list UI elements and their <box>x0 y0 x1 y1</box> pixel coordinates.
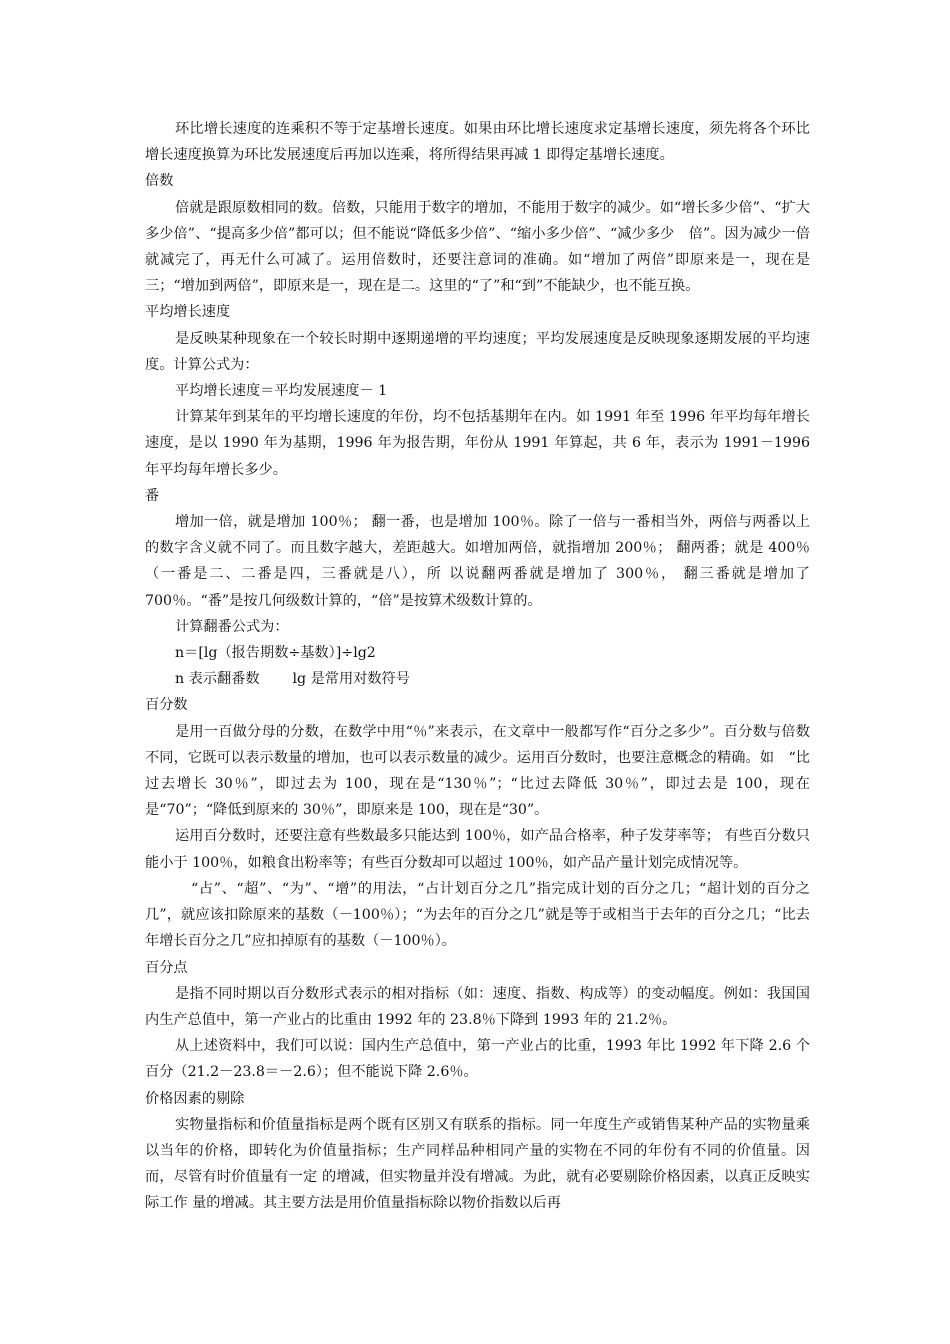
paragraph-percentage-point: 是指不同时期以百分数形式表示的相对指标（如：速度、指数、构成等）的变动幅度。例如：我国国内生产总值中，第一产业占的比重由 1992 年的 23.8％下降到 1993 年的 21.2％。 <box>145 985 810 1028</box>
paragraph-average-growth-years: 计算某年到某年的平均增长速度的年份，均不包括基期年在内。如 1991 年至 1996 年平均每年增长速度，是以 1990 年为基期，1996 年为报告期，年份从 1991 年算起，共 6 年，表示为 1991－1996 年平均每年增长多少。 <box>145 409 810 478</box>
document-body <box>145 116 810 1217</box>
paragraph-percentage: 是用一百做分母的分数，在数学中用“％”来表示，在文章中一般都写作“百分之多少”。百分数与倍数不同，它既可以表示数量的增加，也可以表示数量的减少。运用百分数时，也要注意概念的精确。如 “比过去增长 30％”，即过去为 100，现在是“130％”；“比过去降低 30％”，即过去是 100，现在是“70”；“降低到原来的 30％”，即原来是 100，现在是“30”。 <box>145 723 810 819</box>
heading-percentage-point: 百分点 <box>145 959 188 976</box>
paragraph-percentage-usage: “占”、“超”、“为”、“增”的用法，“占计划百分之几”指完成计划的百分之几；“超计划的百分之几”，就应该扣除原来的基数（－100％）；“为去年的百分之几”就是等于或相当于去年的百分之几；“比去年增长百分之几”应扣掉原有的基数（－100％）。 <box>145 880 810 950</box>
formula-fan: n＝[lg（报告期数÷基数）]÷lg2 <box>175 645 376 662</box>
heading-multiple: 倍数 <box>145 173 174 190</box>
heading-fan: 番 <box>145 487 160 504</box>
paragraph-chain-growth: 环比增长速度的连乘积不等于定基增长速度。如果由环比增长速度求定基增长速度，须先将各个环比增长速度换算为环比发展速度后再加以连乘，将所得结果再减 1 即得定基增长速度。 <box>145 121 810 164</box>
formula-fan-legend: n 表示翻番数 lg 是常用对数符号 <box>175 671 410 688</box>
paragraph-multiple: 倍就是跟原数相同的数。倍数，只能用于数字的增加，不能用于数字的减少。如“增长多少倍”、“扩大多少倍”、“提高多少倍”都可以；但不能说“降低多少倍”、“缩小多少倍”、“减少多少 倍”。因为减少一倍就减完了，再无什么可减了。运用倍数时，还要注意词的准确。如“增加了两倍”即原来是一，现在是三；“增加到两倍”，即原来是一，现在是二。这里的“了”和“到”不能缺少，也不能互换。 <box>145 199 810 295</box>
paragraph-percentage-limits: 运用百分数时，还要注意有些数最多只能达到 100％，如产品合格率，种子发芽率等； 有些百分数只能小于 100％，如粮食出粉率等；有些百分数却可以超过 100％，如产品产量计划完成情况等。 <box>145 828 810 871</box>
paragraph-fan: 增加一倍，就是增加 100％； 翻一番，也是增加 100％。除了一倍与一番相当外，两倍与两番以上的数字含义就不同了。而且数字越大，差距越大。如增加两倍，就指增加 200％； 翻两番；就是 400％（一番是二、二番是四，三番就是八），所 以说翻两番就是增加了 300％， 翻三番就是增加了 700％。“番”是按几何级数计算的，“倍”是按算术级数计算的。 <box>145 514 810 609</box>
heading-price-factor: 价格因素的剔除 <box>145 1090 245 1107</box>
paragraph-price-factor: 实物量指标和价值量指标是两个既有区别又有联系的指标。同一年度生产或销售某种产品的实物量乘以当年的价格，即转化为价值量指标；生产同样品种相同产量的实物在不同的年份有不同的价值量。因而，尽管有时价值量有一定 的增减，但实物量并没有增减。为此，就有必要剔除价格因素，以真正反映实际工作 量的增减。其主要方法是用价值量指标除以物价指数以后再 <box>145 1116 810 1212</box>
paragraph-fan-formula-intro: 计算翻番公式为： <box>175 618 289 635</box>
formula-average-growth: 平均增长速度＝平均发展速度－ 1 <box>175 383 388 400</box>
paragraph-average-growth: 是反映某种现象在一个较长时期中逐期递增的平均速度；平均发展速度是反映现象逐期发展的平均速度。计算公式为： <box>145 330 810 373</box>
heading-percentage: 百分数 <box>145 697 188 714</box>
heading-average-growth: 平均增长速度 <box>145 304 231 321</box>
paragraph-percentage-point-example: 从上述资料中，我们可以说：国内生产总值中，第一产业占的比重，1993 年比 1992 年下降 2.6 个百分（21.2－23.8＝－2.6）；但不能说下降 2.6％。 <box>145 1038 810 1081</box>
